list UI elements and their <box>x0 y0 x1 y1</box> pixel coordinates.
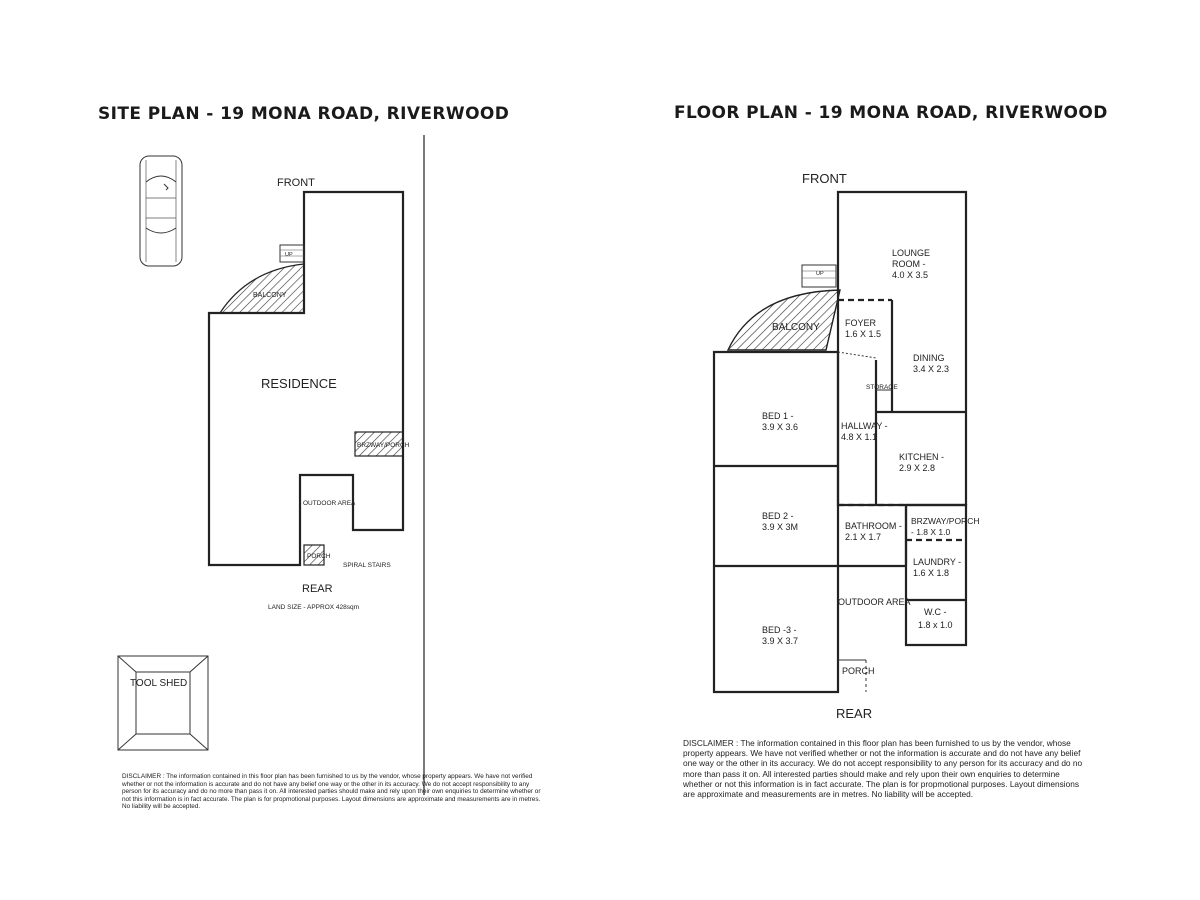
storage-label: STORAGE <box>866 384 898 391</box>
hallway-dim: 4.8 X 1.1 <box>841 432 878 442</box>
brzway-name: BRZWAY/PORCH <box>911 516 980 526</box>
hallway-name: HALLWAY - <box>841 421 888 431</box>
site-plan-title: SITE PLAN - 19 MONA ROAD, RIVERWOOD <box>98 104 510 124</box>
tool-shed <box>118 656 208 750</box>
site-front-label: FRONT <box>277 177 315 189</box>
bed1-name: BED 1 - <box>762 411 794 421</box>
kitchen-name: KITCHEN - <box>899 452 944 462</box>
brzway-dim: - 1.8 X 1.0 <box>911 527 951 537</box>
wc-dim: 1.8 x 1.0 <box>918 620 953 630</box>
tool-shed-label: TOOL SHED <box>130 678 188 689</box>
site-brzway-label: BRZWAY/PORCH <box>357 442 410 449</box>
outdoor-area-name: OUTDOOR AREA <box>838 597 911 607</box>
site-up-label: UP <box>285 252 293 258</box>
foyer-name: FOYER <box>845 318 877 328</box>
site-porch-label: PORCH <box>307 553 331 560</box>
laundry-dim: 1.6 X 1.8 <box>913 568 950 578</box>
wc-name: W.C - <box>924 607 947 617</box>
bathroom-dim: 2.1 X 1.7 <box>845 532 882 542</box>
site-plan <box>98 104 509 795</box>
site-disclaimer: DISCLAIMER : The information contained in this floor plan has been furnished to us by the vendor, whose property appears. We have not verified whether or not the information is accurate and do not have any belief one way or the other in its accuracy. We do not accept responsibility to any person for its accuracy and do no more than pass it on. All interested parties should make and rely upon their own enquiries to determine whether or not this information is in fact accurate. The plan is for propmotional purposes. Layout dimensions are approximate and measurements are in metres. No liability will be accepted. <box>122 773 541 811</box>
floor-plan-title: FLOOR PLAN - 19 MONA ROAD, RIVERWOOD <box>674 103 1108 123</box>
lounge-dim: 4.0 X 3.5 <box>892 270 929 280</box>
bed1-dim: 3.9 X 3.6 <box>762 422 799 432</box>
site-balcony-label: BALCONY <box>253 292 287 299</box>
site-land-size-label: LAND SIZE - APPROX 428sqm <box>268 604 360 611</box>
dining-dim: 3.4 X 2.3 <box>913 364 950 374</box>
bed2-name: BED 2 - <box>762 511 794 521</box>
site-spiral-stairs-label: SPIRAL STAIRS <box>343 562 391 569</box>
bed3-name: BED -3 - <box>762 625 797 635</box>
bed3-dim: 3.9 X 3.7 <box>762 636 799 646</box>
site-outdoor-label: OUTDOOR AREA <box>303 500 356 507</box>
floor-front-label: FRONT <box>802 171 847 186</box>
dining-name: DINING <box>913 353 945 363</box>
lounge-name-2: ROOM - <box>892 259 926 269</box>
foyer-dim: 1.6 X 1.5 <box>845 329 882 339</box>
floor-balcony <box>728 290 840 350</box>
laundry-name: LAUNDRY - <box>913 557 962 567</box>
kitchen-dim: 2.9 X 2.8 <box>899 463 936 473</box>
floor-rear-label: REAR <box>836 706 873 721</box>
site-rear-label: REAR <box>302 583 333 595</box>
bathroom-name: BATHROOM - <box>845 521 902 531</box>
floor-disclaimer: DISCLAIMER : The information contained in this floor plan has been furnished to us by the vendor, whose property appears. We have not verified whether or not the information is accurate and do not have any belief one way or the other in its accuracy. We do not accept responsibility to any person for its accuracy and do no more than pass it on. All interested parties should make and rely upon their own enquiries to determine whether or not this information is in fact accurate. The plan is for propmotional purposes. Layout dimensions are approximate and measurements are in metres. No liability will be accepted. <box>683 738 1083 800</box>
floor-balcony-label: BALCONY <box>772 322 820 333</box>
floor-up-label: UP <box>816 271 824 277</box>
site-residence-label: RESIDENCE <box>261 376 337 391</box>
site-balcony <box>220 264 304 313</box>
lounge-name: LOUNGE <box>892 248 931 258</box>
floor-plan <box>674 103 1108 721</box>
car-icon <box>140 156 182 266</box>
bed2-dim: 3.9 X 3M <box>762 522 799 532</box>
porch-name: PORCH <box>842 666 875 676</box>
